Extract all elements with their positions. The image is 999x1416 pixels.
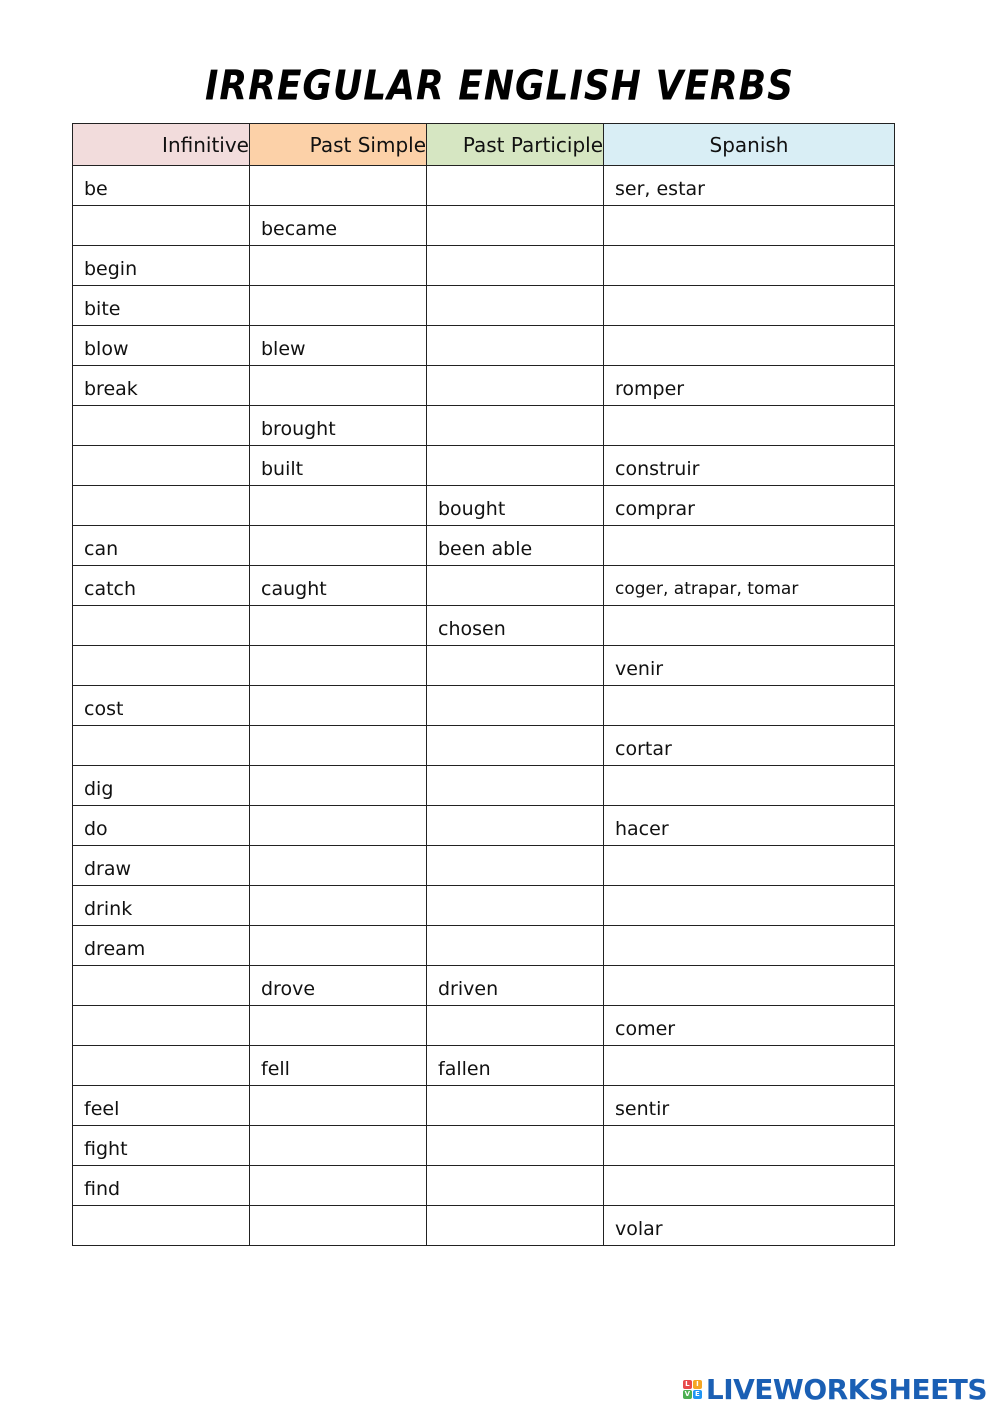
cell-past-simple[interactable] [250,286,427,326]
cell-infinitive: blow [73,326,250,366]
header-past-participle: Past Participle [427,124,604,166]
verb-row [73,966,895,1006]
cell-past-simple[interactable] [250,166,427,206]
cell-infinitive[interactable] [73,486,250,526]
cell-infinitive[interactable] [73,646,250,686]
cell-past-participle[interactable] [427,326,604,366]
cell-infinitive: fight [73,1126,250,1166]
cell-past-participle: fallen [427,1046,604,1086]
header-infinitive: Infinitive [73,124,250,166]
cell-past-participle[interactable] [427,366,604,406]
cell-spanish: sentir [604,1086,895,1126]
verb-row [73,406,895,446]
verb-row [73,326,895,366]
verb-row [73,1046,895,1086]
cell-past-participle: been able [427,526,604,566]
cell-infinitive[interactable] [73,606,250,646]
cell-spanish[interactable] [604,1166,895,1206]
cell-past-participle[interactable] [427,446,604,486]
verb-row [73,286,895,326]
cell-spanish: comprar [604,486,895,526]
cell-past-participle: bought [427,486,604,526]
cell-spanish[interactable] [604,766,895,806]
verb-row [73,566,895,606]
cell-infinitive[interactable] [73,966,250,1006]
cell-spanish[interactable] [604,246,895,286]
logo-mark-letter: E [693,1390,702,1399]
cell-infinitive: dig [73,766,250,806]
verb-row [73,366,895,406]
verb-row [73,206,895,246]
cell-past-participle[interactable] [427,166,604,206]
cell-infinitive: do [73,806,250,846]
verb-row [73,806,895,846]
cell-spanish: volar [604,1206,895,1246]
cell-past-simple[interactable] [250,526,427,566]
verb-row [73,1126,895,1166]
cell-past-participle[interactable] [427,726,604,766]
verb-row [73,686,895,726]
cell-spanish: venir [604,646,895,686]
verb-row [73,166,895,206]
cell-past-participle[interactable] [427,1206,604,1246]
cell-spanish[interactable] [604,526,895,566]
cell-spanish[interactable] [604,926,895,966]
verb-row [73,486,895,526]
cell-past-participle[interactable] [427,1086,604,1126]
verb-row [73,1206,895,1246]
cell-spanish: cortar [604,726,895,766]
cell-past-participle[interactable] [427,286,604,326]
logo-mark-letter: V [684,1390,691,1398]
cell-past-simple[interactable] [250,846,427,886]
verbs-table [72,123,895,1246]
cell-past-simple[interactable] [250,686,427,726]
cell-infinitive: cost [73,686,250,726]
cell-past-simple: drove [250,966,427,1006]
cell-spanish[interactable] [604,886,895,926]
cell-past-simple[interactable] [250,806,427,846]
verb-row [73,446,895,486]
liveworksheets-logo-text: LIVEWORKSHEETS [705,1373,987,1406]
cell-past-simple: became [250,206,427,246]
cell-past-participle[interactable] [427,1166,604,1206]
cell-past-simple[interactable] [250,1126,427,1166]
cell-spanish[interactable] [604,606,895,646]
cell-past-participle: chosen [427,606,604,646]
cell-past-simple: caught [250,566,427,606]
header-past-simple: Past Simple [250,124,427,166]
cell-infinitive: catch [73,566,250,606]
cell-past-participle[interactable] [427,206,604,246]
cell-infinitive: be [73,166,250,206]
cell-past-participle[interactable] [427,1126,604,1166]
cell-infinitive: dream [73,926,250,966]
cell-past-simple[interactable] [250,246,427,286]
verb-row [73,1006,895,1046]
cell-infinitive: begin [73,246,250,286]
cell-past-participle[interactable] [427,766,604,806]
cell-infinitive[interactable] [73,1206,250,1246]
cell-spanish: hacer [604,806,895,846]
cell-past-participle: driven [427,966,604,1006]
cell-spanish[interactable] [604,966,895,1006]
cell-past-simple[interactable] [250,766,427,806]
cell-past-simple[interactable] [250,1086,427,1126]
cell-past-simple[interactable] [250,606,427,646]
cell-spanish[interactable] [604,206,895,246]
cell-past-simple[interactable] [250,366,427,406]
logo-mark-letter: L [683,1380,692,1389]
cell-infinitive: draw [73,846,250,886]
header-spanish: Spanish [604,124,895,166]
cell-past-simple[interactable] [250,486,427,526]
cell-past-simple[interactable] [250,646,427,686]
cell-spanish[interactable] [604,286,895,326]
cell-past-simple: fell [250,1046,427,1086]
cell-past-simple: blew [250,326,427,366]
verb-row [73,846,895,886]
cell-infinitive: feel [73,1086,250,1126]
verb-row [73,886,895,926]
cell-spanish[interactable] [604,686,895,726]
cell-infinitive: can [73,526,250,566]
cell-infinitive[interactable] [73,406,250,446]
cell-spanish: comer [604,1006,895,1046]
cell-spanish: construir [604,446,895,486]
cell-past-participle[interactable] [427,686,604,726]
cell-spanish[interactable] [604,326,895,366]
cell-past-simple[interactable] [250,1206,427,1246]
cell-infinitive: drink [73,886,250,926]
cell-past-simple[interactable] [250,886,427,926]
cell-past-participle[interactable] [427,886,604,926]
cell-infinitive[interactable] [73,1006,250,1046]
cell-past-participle[interactable] [427,926,604,966]
verb-row [73,526,895,566]
cell-infinitive: find [73,1166,250,1206]
cell-spanish[interactable] [604,1046,895,1086]
cell-spanish[interactable] [604,406,895,446]
verb-row [73,926,895,966]
cell-spanish: coger, atrapar, tomar [604,566,895,606]
cell-spanish: ser, estar [604,166,895,206]
verb-row [73,1086,895,1126]
verbs-body [73,166,895,1246]
cell-past-participle[interactable] [427,246,604,286]
verb-row [73,646,895,686]
verb-row [73,606,895,646]
cell-infinitive[interactable] [73,726,250,766]
verb-row [73,766,895,806]
verb-row [73,1166,895,1206]
cell-infinitive[interactable] [73,446,250,486]
cell-past-participle[interactable] [427,406,604,446]
cell-past-simple[interactable] [250,726,427,766]
cell-infinitive: break [73,366,250,406]
cell-past-participle[interactable] [427,806,604,846]
cell-spanish[interactable] [604,1126,895,1166]
cell-spanish: romper [604,366,895,406]
cell-spanish[interactable] [604,846,895,886]
liveworksheets-logo-mark [683,1380,702,1399]
cell-past-participle[interactable] [427,566,604,606]
header-row [73,124,895,166]
logo-mark-letter: I [693,1380,702,1389]
cell-past-simple[interactable] [250,1006,427,1046]
cell-past-simple: built [250,446,427,486]
cell-past-simple: brought [250,406,427,446]
cell-past-participle[interactable] [427,846,604,886]
cell-infinitive[interactable] [73,1046,250,1086]
cell-past-simple[interactable] [250,1166,427,1206]
verb-row [73,726,895,766]
cell-past-participle[interactable] [427,1006,604,1046]
cell-infinitive[interactable] [73,206,250,246]
verb-row [73,246,895,286]
cell-past-simple[interactable] [250,926,427,966]
cell-past-participle[interactable] [427,646,604,686]
liveworksheets-logo [683,1373,987,1406]
worksheet-title: IRREGULAR ENGLISH VERBS [205,62,794,111]
cell-infinitive: bite [73,286,250,326]
